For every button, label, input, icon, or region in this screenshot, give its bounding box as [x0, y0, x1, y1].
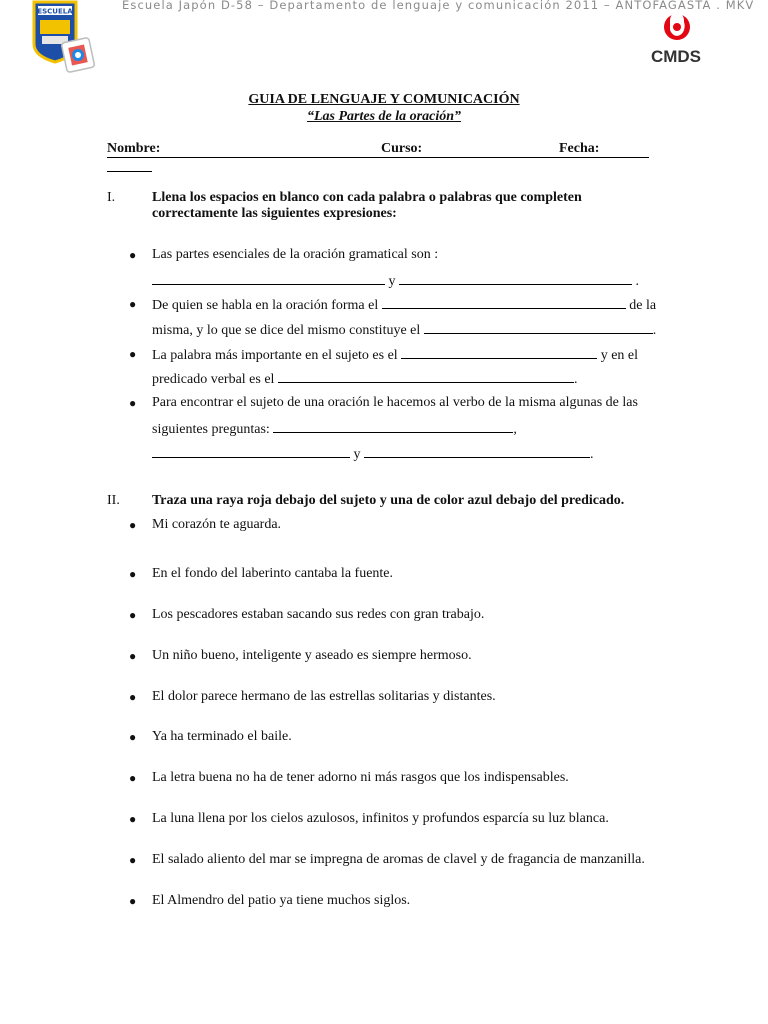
bullet: ●	[129, 608, 137, 622]
bullet: ●	[129, 248, 137, 262]
answer-blank[interactable]	[364, 445, 590, 458]
bullet: ●	[129, 853, 137, 867]
fecha-label: Fecha:	[559, 141, 600, 156]
cmds-logo	[646, 8, 706, 68]
bullet: ●	[129, 297, 137, 311]
fecha-line-tail	[107, 171, 152, 172]
bullet: ●	[129, 812, 137, 826]
s1-item2-end: de la	[629, 298, 657, 313]
s1-item4-line2-start: siguientes preguntas:	[152, 422, 270, 437]
sentence-item[interactable]: La luna llena por los cielos azulosos, infinitos y profundos esparcía su luz blanca.	[152, 811, 609, 826]
section1-instruction: Llena los espacios en blanco con cada palabra o palabras que completen correctamente las siguientes expresiones:	[152, 190, 582, 221]
answer-blank[interactable]	[424, 321, 653, 334]
s1-item1-y: y	[388, 274, 396, 289]
s1-item1-line1: Las partes esenciales de la oración gramatical son :	[152, 247, 439, 262]
answer-blank[interactable]	[273, 420, 513, 433]
s1-item2-line2	[152, 321, 656, 339]
sentence-item[interactable]: El Almendro del patio ya tiene muchos siglos.	[152, 893, 411, 908]
answer-blank[interactable]	[152, 272, 385, 285]
s1-item1-end: .	[635, 274, 639, 289]
section1-number: I.	[107, 190, 116, 205]
s1-item4-line2	[152, 420, 517, 438]
page-subtitle: “Las Partes de la oración”	[307, 109, 461, 124]
s1-item3-start: La palabra más importante en el sujeto es el	[152, 348, 398, 363]
answer-blank[interactable]	[382, 296, 626, 309]
nombre-label: Nombre:	[107, 141, 161, 156]
bullet: ●	[129, 771, 137, 785]
s1-item3-line2-end: .	[573, 372, 578, 387]
s1-item2-start: De quien se habla en la oración forma el	[152, 298, 379, 313]
curso-label: Curso:	[381, 141, 423, 156]
s1-item3-line2	[152, 370, 577, 388]
page-title: GUIA DE LENGUAJE Y COMUNICACIÓN	[248, 92, 520, 107]
school-logo	[30, 0, 104, 76]
s1-item2-line2-end: .	[652, 323, 657, 338]
s1-item2-line1	[152, 296, 656, 314]
bullet: ●	[129, 649, 137, 663]
section2-number: II.	[107, 493, 120, 508]
sentence-item[interactable]: En el fondo del laberinto cantaba la fuente.	[152, 566, 394, 581]
s1-item1-line2	[152, 272, 639, 290]
s1-item4-y: y	[353, 447, 361, 462]
sentence-item[interactable]: El salado aliento del mar se impregna de aromas de clavel y de fragancia de manzanilla.	[152, 852, 645, 867]
answer-blank[interactable]	[152, 445, 350, 458]
s1-item4-line3-end: .	[590, 447, 594, 462]
bullet: ●	[129, 518, 137, 532]
s1-item3-line2-start: predicado verbal es el	[152, 372, 275, 387]
student-fields	[107, 141, 649, 158]
answer-blank[interactable]	[401, 346, 597, 359]
bullet: ●	[129, 567, 137, 581]
bullet: ●	[129, 894, 137, 908]
sentence-item[interactable]: Mi corazón te aguarda.	[152, 517, 282, 532]
sentence-item[interactable]: Los pescadores estaban sacando sus redes con gran trabajo.	[152, 607, 485, 622]
sentence-item[interactable]: El dolor parece hermano de las estrellas solitarias y distantes.	[152, 689, 496, 704]
bullet: ●	[129, 347, 137, 361]
answer-blank[interactable]	[399, 272, 632, 285]
bullet: ●	[129, 690, 137, 704]
section2-instruction: Traza una raya roja debajo del sujeto y una de color azul debajo del predicado.	[152, 493, 625, 508]
s1-item4-line1: Para encontrar el sujeto de una oración le hacemos al verbo de la misma algunas de las	[152, 395, 638, 410]
s1-item4-line2-end: ,	[513, 422, 517, 437]
answer-blank[interactable]	[278, 370, 574, 383]
sentence-item[interactable]: Ya ha terminado el baile.	[152, 729, 292, 744]
s1-item3-line1	[152, 346, 638, 364]
sentence-item[interactable]: Un niño bueno, inteligente y aseado es siempre hermoso.	[152, 648, 472, 663]
bullet: ●	[129, 396, 137, 410]
s1-item2-line2-start: misma, y lo que se dice del mismo constituye el	[152, 323, 421, 338]
sentence-item[interactable]: La letra buena no ha de tener adorno ni más rasgos que los indispensables.	[152, 770, 569, 785]
school-logo-text: ESCUELA	[37, 7, 73, 16]
header-text: Escuela Japón D-58 – Departamento de lenguaje y comunicación 2011 – ANTOFAGASTA . MKV	[122, 0, 755, 12]
s1-item4-line3	[152, 445, 594, 463]
s1-item3-end: y en el	[600, 348, 639, 363]
bullet: ●	[129, 730, 137, 744]
cmds-logo-text: CMDS	[650, 47, 702, 66]
